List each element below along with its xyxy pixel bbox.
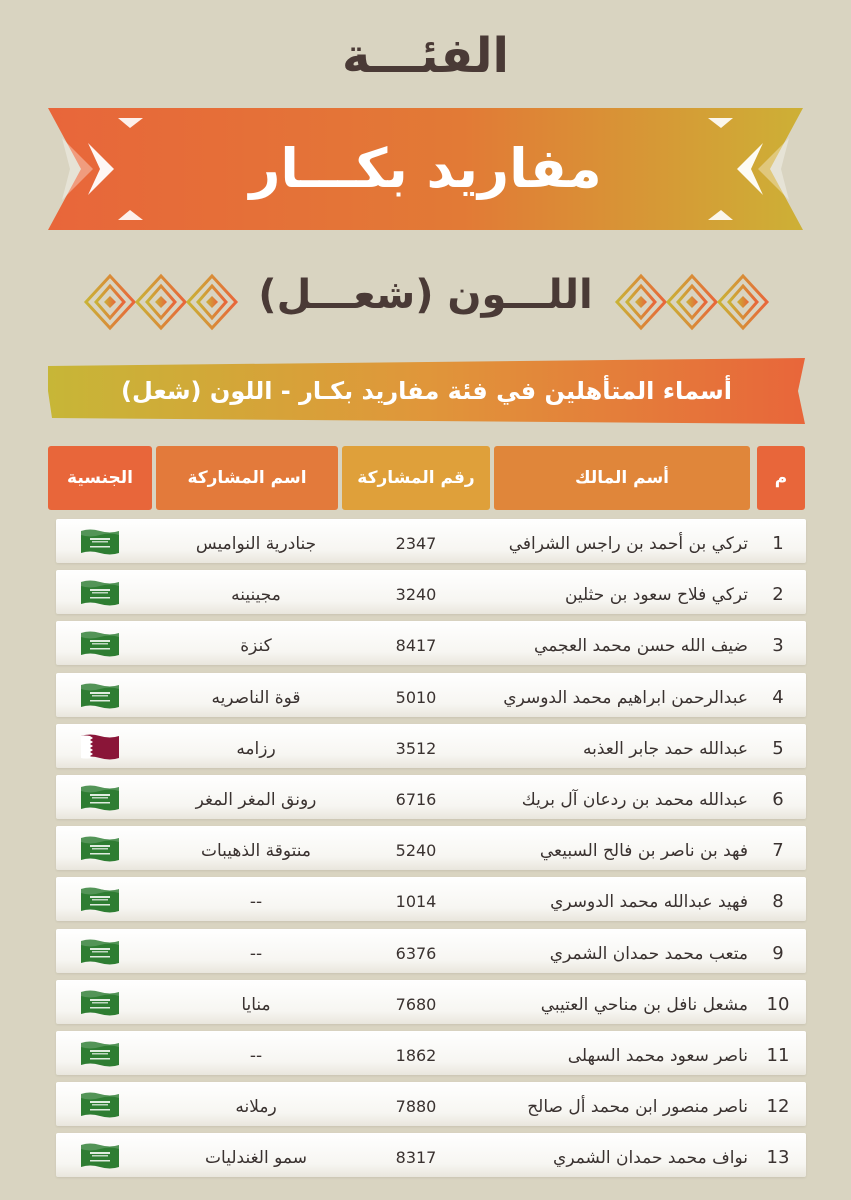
owner-name: عبدالرحمن ابراهيم محمد الدوسري bbox=[503, 687, 748, 708]
saudi-flag-icon bbox=[80, 886, 120, 914]
owner-name: تركي بن أحمد بن راجس الشرافي bbox=[508, 534, 748, 554]
row-number: 7 bbox=[772, 840, 784, 862]
saudi-flag-icon bbox=[80, 630, 120, 658]
row-number: 5 bbox=[772, 737, 784, 759]
table-row bbox=[56, 826, 806, 870]
nationality-flag bbox=[78, 775, 122, 819]
table-row bbox=[56, 519, 806, 563]
entry-name: مجينينه bbox=[231, 585, 281, 606]
nationality-flag bbox=[78, 519, 122, 563]
column-header-nationality: الجنسية bbox=[48, 446, 152, 510]
owner-name: ضيف الله حسن محمد العجمي bbox=[534, 636, 748, 657]
saudi-flag-icon bbox=[80, 1040, 120, 1068]
saudi-flag-icon bbox=[80, 1091, 120, 1119]
nationality-flag bbox=[78, 570, 122, 614]
owner-name: عبدالله محمد بن ردعان آل بريك bbox=[521, 790, 748, 810]
entry-name: منايا bbox=[241, 994, 271, 1015]
owner-name: متعب محمد حمدان الشمري bbox=[549, 943, 748, 964]
nationality-flag bbox=[78, 826, 122, 870]
nationality-flag bbox=[78, 1133, 122, 1177]
owner-name: مشعل نافل بن مناحي العتيبي bbox=[540, 994, 748, 1015]
category-name: مفاريد بكـــار bbox=[249, 137, 602, 200]
entry-number: 5010 bbox=[395, 687, 437, 707]
table-row bbox=[56, 621, 806, 665]
color-label: اللـــون (شعـــل) bbox=[258, 272, 593, 318]
row-number: 6 bbox=[772, 789, 784, 810]
saudi-flag-icon bbox=[80, 835, 120, 863]
nationality-flag bbox=[78, 1082, 122, 1126]
row-number: 3 bbox=[772, 635, 784, 657]
table-row bbox=[56, 1082, 806, 1126]
table-row bbox=[56, 775, 806, 819]
list-title: أسماء المتأهلين في فئة مفاريد بكـار - اللون (شعل) bbox=[121, 377, 732, 405]
entry-name: كنزة bbox=[240, 636, 272, 657]
owner-name: ناصر منصور ابن محمد أل صالح bbox=[527, 1097, 748, 1118]
row-number: 1 bbox=[772, 533, 784, 554]
row-number: 12 bbox=[766, 1096, 790, 1118]
entry-name: رملانه bbox=[235, 1097, 277, 1118]
entry-number: 6376 bbox=[395, 943, 437, 963]
color-row bbox=[0, 262, 851, 342]
column-header-entry-name: اسم المشاركة bbox=[156, 446, 338, 510]
table-row bbox=[56, 1133, 806, 1177]
entry-number: 7880 bbox=[395, 1097, 437, 1117]
saudi-flag-icon bbox=[80, 989, 120, 1017]
entry-name: قوة الناصريه bbox=[211, 687, 301, 708]
entry-name: منتوقة الذهيبات bbox=[200, 841, 312, 862]
owner-name: عبدالله حمد جابر العذبه bbox=[583, 738, 748, 759]
entry-name: -- bbox=[249, 943, 263, 964]
owner-name: فهد بن ناصر بن فالح السبيعي bbox=[539, 841, 748, 862]
nationality-flag bbox=[78, 724, 122, 768]
saudi-flag-icon bbox=[80, 1142, 120, 1170]
nationality-flag bbox=[78, 621, 122, 665]
entry-number: 3240 bbox=[395, 585, 437, 605]
table-header bbox=[0, 446, 851, 510]
table-row bbox=[56, 673, 806, 717]
page-title: الفئـــة bbox=[342, 28, 509, 84]
list-title-banner bbox=[48, 358, 805, 424]
row-number: 11 bbox=[766, 1045, 790, 1066]
entry-number: 6716 bbox=[395, 790, 437, 809]
entry-name: -- bbox=[249, 892, 263, 913]
entry-name: رزامه bbox=[236, 738, 276, 759]
entry-number: 1014 bbox=[395, 892, 437, 912]
saudi-flag-icon bbox=[80, 784, 120, 812]
entry-number: 1862 bbox=[395, 1046, 437, 1065]
entry-number: 8317 bbox=[395, 1148, 437, 1168]
table-row bbox=[56, 1031, 806, 1075]
owner-name: ناصر سعود محمد السهلى bbox=[567, 1046, 748, 1066]
entry-number: 2347 bbox=[395, 534, 437, 553]
table-row bbox=[56, 570, 806, 614]
row-number: 4 bbox=[772, 686, 784, 708]
table-row bbox=[56, 980, 806, 1024]
entry-number: 7680 bbox=[395, 994, 437, 1014]
owner-name: فهيد عبدالله محمد الدوسري bbox=[550, 892, 748, 913]
entry-name: رونق المغر المغر bbox=[195, 790, 317, 810]
row-number: 2 bbox=[772, 584, 784, 606]
column-header-owner: أسم المالك bbox=[494, 446, 750, 510]
qatar-flag-icon bbox=[80, 733, 120, 761]
entry-name: سمو الغندليات bbox=[205, 1148, 307, 1169]
saudi-flag-icon bbox=[80, 579, 120, 607]
table-row bbox=[56, 929, 806, 973]
row-number: 10 bbox=[766, 993, 790, 1015]
entry-number: 8417 bbox=[395, 636, 437, 656]
nationality-flag bbox=[78, 673, 122, 717]
nationality-flag bbox=[78, 980, 122, 1024]
saudi-flag-icon bbox=[80, 682, 120, 710]
saudi-flag-icon bbox=[80, 938, 120, 966]
nationality-flag bbox=[78, 929, 122, 973]
table-row bbox=[56, 724, 806, 768]
entry-name: -- bbox=[249, 1046, 263, 1066]
owner-name: نواف محمد حمدان الشمري bbox=[553, 1148, 748, 1169]
table-row bbox=[56, 877, 806, 921]
diamond-ornament-icon bbox=[82, 270, 240, 334]
entry-number: 3512 bbox=[395, 738, 437, 758]
nationality-flag bbox=[78, 1031, 122, 1075]
nationality-flag bbox=[78, 877, 122, 921]
column-header-num: م bbox=[757, 446, 805, 510]
row-number: 8 bbox=[772, 891, 784, 913]
row-number: 13 bbox=[766, 1147, 790, 1169]
entry-name: جنادرية النواميس bbox=[195, 534, 317, 554]
column-header-entry-number: رقم المشاركة bbox=[342, 446, 490, 510]
category-banner bbox=[48, 108, 803, 230]
saudi-flag-icon bbox=[80, 528, 120, 556]
diamond-ornament-icon bbox=[613, 270, 771, 334]
row-number: 9 bbox=[772, 942, 784, 964]
entry-number: 5240 bbox=[395, 841, 437, 861]
owner-name: تركي فلاح سعود بن حثلين bbox=[564, 585, 748, 606]
